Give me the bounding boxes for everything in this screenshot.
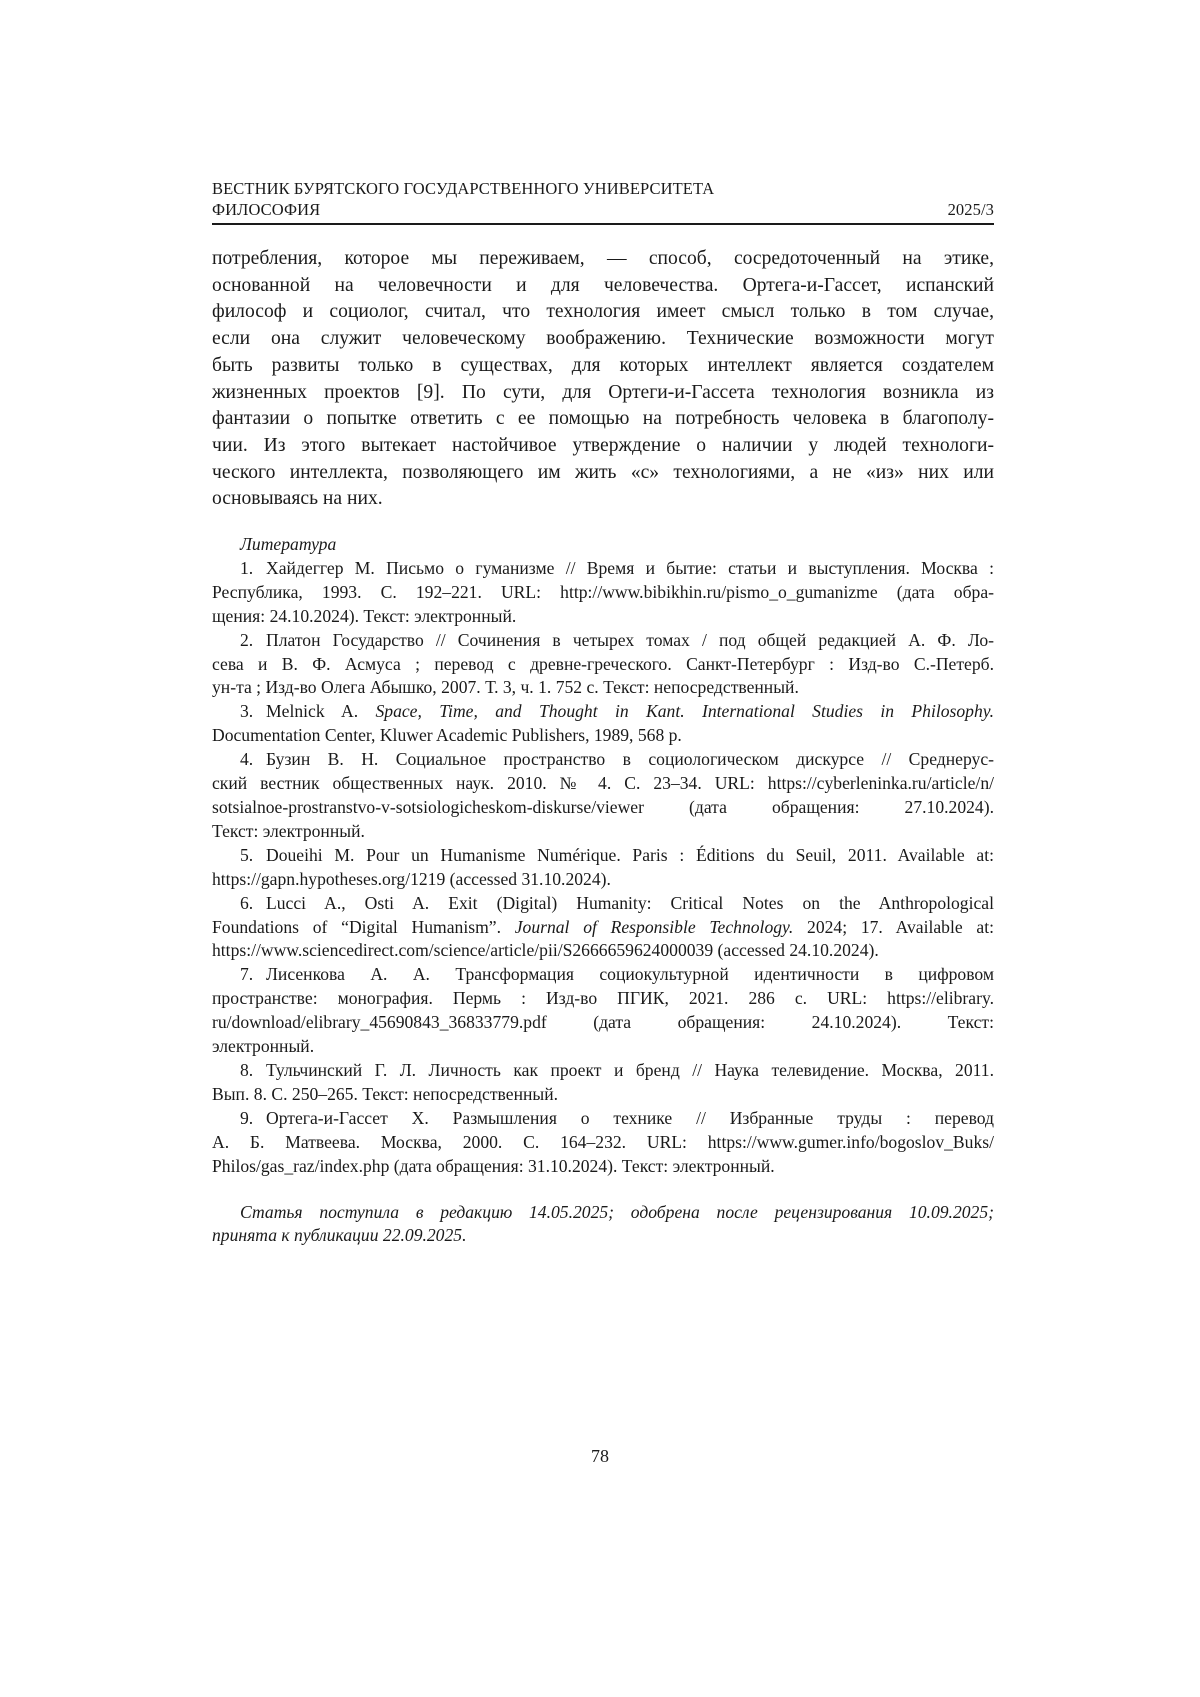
reference-text: 2024; 17. Available at: xyxy=(793,916,995,937)
submission-line: Статья поступила в редакцию 14.05.2025; одобрена после рецензирования 10.09.2025; xyxy=(240,1201,994,1222)
reference-text: Doueihi M. Pour un Humanisme Numérique. Paris : Éditions du Seuil, 2011. Available at: xyxy=(266,844,994,865)
reference-line: сева и В. Ф. Асмуса ; перевод с древне-греческого. Санкт-Петербург : Изд-во С.-Петерб. xyxy=(212,653,994,674)
reference-line: sotsialnoe-prostranstvo-v-sotsiologicheskom-diskurse/viewer (дата обращения: 27.10.2024). xyxy=(212,797,994,817)
journal-title: ВЕСТНИК БУРЯТСКОГО ГОСУДАРСТВЕННОГО УНИВЕРСИТЕТА xyxy=(212,179,715,198)
reference-number: 4. xyxy=(240,749,254,770)
submission-line: принята к публикации 22.09.2025. xyxy=(212,1225,467,1246)
body-line: основываясь на них. xyxy=(212,488,383,510)
reference-item xyxy=(212,844,994,892)
reference-line xyxy=(212,1107,994,1131)
reference-line: А. Б. Матвеева. Москва, 2000. С. 164–232. URL: https://www.gumer.info/bogoslov_Buks/ xyxy=(212,1131,994,1152)
reference-number: 9. xyxy=(240,1107,254,1128)
reference-line xyxy=(212,892,994,916)
reference-item xyxy=(212,1107,994,1179)
reference-number: 7. xyxy=(240,964,254,985)
reference-line: Philos/gas_raz/index.php (дата обращения: 31.10.2024). Текст: электронный. xyxy=(212,1155,775,1176)
body-line: быть развиты только в существах, для которых интеллект является создателем xyxy=(212,354,994,376)
reference-item xyxy=(212,1059,994,1107)
reference-item xyxy=(212,748,994,844)
reference-text: Foundations of “Digital Humanism”. xyxy=(212,916,515,937)
body-line: жизненных проектов [9]. По сути, для Ортеги-и-Гассета технология возникла из xyxy=(212,381,994,403)
reference-text: Платон Государство // Сочинения в четырех томах / под общей редакцией А. Ф. Ло- xyxy=(266,629,994,650)
reference-author: Melnick A. xyxy=(266,701,359,722)
reference-line: https://www.sciencedirect.com/science/article/pii/S2666659624000039 (accessed 24.10.2024). xyxy=(212,940,879,961)
reference-line: щения: 24.10.2024). Текст: электронный. xyxy=(212,605,517,626)
reference-line: https://gapn.hypotheses.org/1219 (accessed 31.10.2024). xyxy=(212,868,611,889)
body-line: потребления, которое мы переживаем, — способ, сосредоточенный на этике, xyxy=(212,248,994,269)
body-line: ческого интеллекта, позволяющего им жить «с» технологиями, а не «из» них или xyxy=(212,461,994,483)
reference-item xyxy=(212,892,994,964)
reference-number: 1. xyxy=(240,557,254,578)
page-number: 78 xyxy=(591,1446,609,1466)
reference-line: Documentation Center, Kluwer Academic Publishers, 1989, 568 p. xyxy=(212,725,682,746)
reference-line: Текст: электронный. xyxy=(212,820,365,841)
reference-title-italic: Space, Time, and Thought in Kant. International Studies in Philosophy. xyxy=(375,701,994,722)
reference-line xyxy=(212,963,994,987)
reference-text: Ортега-и-Гассет Х. Размышления о технике // Избранные труды : перевод xyxy=(266,1107,994,1128)
reference-number: 2. xyxy=(240,629,254,650)
reference-line xyxy=(212,748,994,772)
reference-text: Лисенкова А. А. Трансформация социокультурной идентичности в цифровом xyxy=(266,964,994,985)
body-line: основанной на человечности и для человечества. Ортега-и-Гассет, испанский xyxy=(212,274,994,296)
reference-line xyxy=(212,700,994,724)
article-body xyxy=(212,246,994,513)
reference-number: 8. xyxy=(240,1059,254,1080)
running-header xyxy=(212,178,994,225)
reference-line xyxy=(212,916,994,940)
body-line: если она служит человеческому воображению. Технические возможности могут xyxy=(212,328,994,350)
submission-dates xyxy=(212,1201,994,1249)
reference-line: ун-та ; Изд-во Олега Абышко, 2007. Т. 3, ч. 1. 752 с. Текст: непосредственный. xyxy=(212,677,799,698)
header-row xyxy=(212,199,994,220)
references-title: Литература xyxy=(240,534,337,555)
reference-text: Тульчинский Г. Л. Личность как проект и бренд // Наука телевидение. Москва, 2011. xyxy=(266,1059,994,1080)
reference-line: ru/download/elibrary_45690843_36833779.pdf (дата обращения: 24.10.2024). Текст: xyxy=(212,1012,994,1033)
issue-number: 2025/3 xyxy=(947,200,994,219)
reference-line xyxy=(212,1059,994,1083)
reference-text: Lucci A., Osti A. Exit (Digital) Humanity: Critical Notes on the Anthropological xyxy=(266,892,994,913)
reference-line: Вып. 8. С. 250–265. Текст: непосредственный. xyxy=(212,1083,559,1104)
reference-text: Хайдеггер М. Письмо о гуманизме // Время и бытие: статьи и выступления. Москва : xyxy=(266,557,994,578)
reference-line xyxy=(212,844,994,868)
reference-line xyxy=(212,629,994,653)
body-line: фантазии о попытке ответить с ее помощью на потребность человека в благополу- xyxy=(212,408,994,430)
reference-line: ский вестник общественных наук. 2010. № 4. С. 23–34. URL: https://cyberleninka.ru/article/n/ xyxy=(212,773,994,794)
body-line: философ и социолог, считал, что технология имеет смысл только в том случае, xyxy=(212,301,994,323)
reference-item xyxy=(212,963,994,1059)
references-section xyxy=(212,533,994,1178)
reference-line: электронный. xyxy=(212,1036,315,1057)
reference-item xyxy=(212,700,994,748)
reference-number: 3. xyxy=(240,701,254,722)
reference-journal-italic: Journal of Responsible Technology. xyxy=(514,916,794,937)
reference-number: 6. xyxy=(240,892,254,913)
section-name: ФИЛОСОФИЯ xyxy=(212,200,321,219)
reference-line xyxy=(212,557,994,581)
reference-text: Бузин В. Н. Социальное пространство в социологическом дискурсе // Среднерус- xyxy=(266,749,994,770)
reference-line: пространстве: монография. Пермь : Изд-во ПГИК, 2021. 286 с. URL: https://elibrary. xyxy=(212,988,994,1009)
reference-item xyxy=(212,557,994,629)
page xyxy=(212,178,994,1248)
body-line: чии. Из этого вытекает настойчивое утверждение о наличии у людей технологи- xyxy=(212,434,994,456)
reference-line: Республика, 1993. С. 192–221. URL: http://www.bibikhin.ru/pismo_o_gumanizme (дата обра- xyxy=(212,581,994,602)
reference-item xyxy=(212,629,994,701)
reference-number: 5. xyxy=(240,844,254,865)
